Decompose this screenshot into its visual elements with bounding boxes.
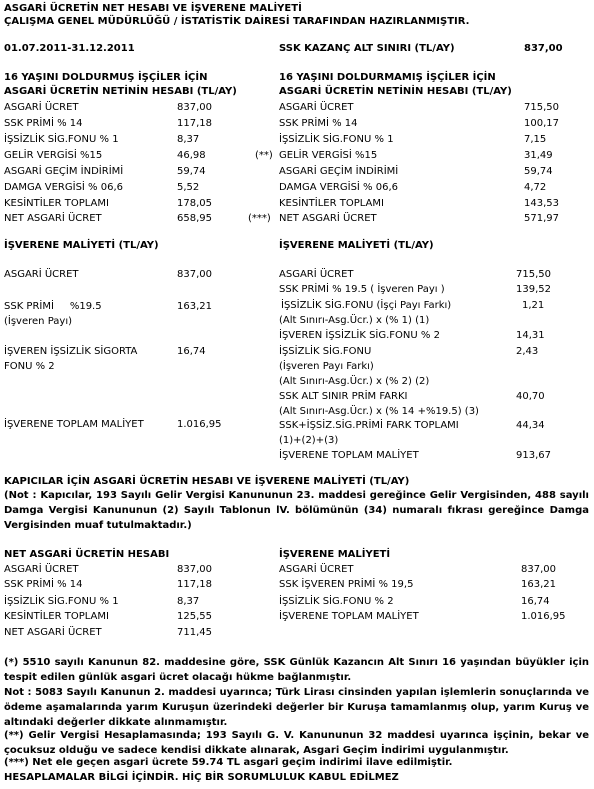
row-label: GELİR VERGİSİ %15: [4, 150, 103, 161]
row-formula: (1)+(2)+(3): [279, 435, 339, 446]
row-label: GELİR VERGİSİ %15: [279, 150, 378, 161]
row-label: ASGARİ ÜCRET: [279, 564, 354, 575]
row-formula: (Alt Sınırı-Asg.Ücr.) x (% 2) (2): [279, 376, 430, 387]
footnote-marker: (**): [255, 150, 273, 161]
row-formula: (Alt Sınırı-Asg.Ücr.) x (% 1) (1): [279, 315, 430, 326]
row-label: İŞSİZLİK SİG.FONU % 1: [4, 596, 119, 607]
row-value: 117,18: [177, 118, 212, 129]
ssk-floor-value: 837,00: [524, 43, 563, 54]
row-label: İŞVERENE TOPLAM MALİYET: [279, 450, 419, 461]
period-label: 01.07.2011-31.12.2011: [4, 43, 135, 54]
row-value: 125,55: [177, 611, 212, 622]
row-label: KESİNTİLER TOPLAMI: [4, 611, 109, 622]
net-over16-heading: 16 YAŞINI DOLDURMUŞ İŞÇİLER İÇİN: [4, 72, 208, 83]
row-value: 4,72: [524, 182, 547, 193]
row-sublabel: FONU % 2: [4, 361, 55, 372]
row-label: İŞSİZLİK SİG.FONU (İşçi Payı Farkı): [281, 300, 452, 311]
row-value: 715,50: [524, 102, 559, 113]
row-label: NET ASGARİ ÜCRET: [4, 627, 102, 638]
porters-heading: KAPICILAR İÇİN ASGARİ ÜCRETİN HESABI VE İŞVERENE MALİYETİ (TL/AY): [4, 476, 410, 487]
cost-left-heading: İŞVERENE MALİYETİ (TL/AY): [4, 240, 159, 251]
footnote-3: (**) Gelir Vergisi Hesaplamasında; 193 Sayılı G. V. Kanununun 32 maddesi uyarınca işçinin, bekar ve çocuksuz olduğu ve sadece kendisi dikkate alınarak, Asgari Geçim İndirimi uygulanmıştır.: [4, 730, 589, 756]
net-over16-subheading: ASGARİ ÜCRETİN NETİNİN HESABI (TL/AY): [4, 86, 237, 97]
row-label: KESİNTİLER TOPLAMI: [279, 198, 384, 209]
row-label: İŞSİZLİK SİG.FONU % 1: [4, 134, 119, 145]
row-value: 7,15: [524, 134, 547, 145]
row-label: İŞVERENE TOPLAM MALİYET: [279, 611, 419, 622]
row-value: 100,17: [524, 118, 559, 129]
row-label: NET ASGARİ ÜCRET: [279, 213, 377, 224]
row-value: 658,95: [177, 213, 212, 224]
row-label: İŞSİZLİK SİG.FONU: [279, 346, 372, 357]
row-label: SSK PRİMİ %19.5: [4, 301, 102, 312]
row-value: 1.016,95: [521, 611, 566, 622]
row-value: 837,00: [177, 269, 212, 280]
row-label: SSK ALT SINIR PRİM FARKI: [279, 391, 408, 402]
footnote-4: (***) Net ele geçen asgari ücrete 59.74 TL asgari geçim indirimi ilave edilmiştir.: [4, 757, 453, 768]
row-label: ASGARİ ÜCRET: [4, 269, 79, 280]
cost-right-heading: İŞVERENE MALİYETİ (TL/AY): [279, 240, 434, 251]
row-value: 59,74: [177, 166, 206, 177]
row-sublabel: (İşveren Payı Farkı): [279, 361, 374, 372]
row-value: 59,74: [524, 166, 553, 177]
row-label: DAMGA VERGİSİ % 06,6: [4, 182, 123, 193]
row-value: 163,21: [521, 579, 556, 590]
row-value: 837,00: [177, 564, 212, 575]
row-value: 40,70: [516, 391, 545, 402]
row-value: 14,31: [516, 330, 545, 341]
row-label: İŞSİZLİK SİG.FONU % 2: [279, 596, 394, 607]
row-value: 46,98: [177, 150, 206, 161]
net-under16-heading: 16 YAŞINI DOLDURMAMIŞ İŞÇİLER İÇİN: [279, 72, 496, 83]
porters-note: (Not : Kapıcılar, 193 Sayılı Gelir Vergisi Kanununun 23. maddesi gereğince Gelir Vergisinden, 488 sayılı Damga Vergisi Kanununun (2) Sayılı Tablonun lV. bölümünün (34) numaralı fıkrası gereğince Damga Vergisinden muaf tutulmaktadır.): [4, 490, 589, 531]
row-value: 31,49: [524, 150, 553, 161]
row-label: ASGARİ ÜCRET: [279, 102, 354, 113]
row-label: İŞVEREN İŞSİZLİK SİGORTA: [4, 346, 138, 357]
footnote-marker: (***): [248, 213, 271, 224]
row-value: 8,37: [177, 134, 200, 145]
row-label: ASGARİ GEÇİM İNDİRİMİ: [279, 166, 399, 177]
row-formula: (Alt Sınırı-Asg.Ücr.) x (% 14 +%19.5) (3): [279, 406, 479, 417]
row-label: ASGARİ ÜCRET: [279, 269, 354, 280]
row-value: 711,45: [177, 627, 212, 638]
row-label: ASGARİ ÜCRET: [4, 564, 79, 575]
row-label: SSK PRİMİ % 14: [4, 579, 83, 590]
row-value: 139,52: [516, 284, 551, 295]
row-value: 715,50: [516, 269, 551, 280]
page-subtitle: ÇALIŞMA GENEL MÜDÜRLÜĞÜ / İSTATİSTİK DAİRESİ TARAFINDAN HAZIRLANMIŞTIR.: [4, 16, 470, 27]
footnote-2: Not : 5083 Sayılı Kanunun 2. maddesi uyarınca; Türk Lirası cinsinden yapılan işlemlerin sonuçlarında ve ödeme aşamalarında yarım Kuruşun üzerindeki değerler bir Kuruşa tamamlanmış olup, yarım Kuruş ve altındaki değerler dikkate alınmamıştır.: [4, 687, 589, 728]
row-label: SSK PRİMİ % 14: [4, 118, 83, 129]
row-label: DAMGA VERGİSİ % 06,6: [279, 182, 398, 193]
footnote-1: (*) 5510 sayılı Kanunun 82. maddesine göre, SSK Günlük Kazancın Alt Sınırı 16 yaşından büyükler için tespit edilen günlük asgari ücret olacağı hükme bağlanmıştır.: [4, 657, 589, 683]
row-label: İŞVEREN İŞSİZLİK SİG.FONU % 2: [279, 330, 440, 341]
row-value: 8,37: [177, 596, 200, 607]
row-value: 44,34: [516, 420, 545, 431]
row-value: 837,00: [177, 102, 212, 113]
ssk-floor-label: SSK KAZANÇ ALT SINIRI (TL/AY): [279, 43, 455, 54]
row-value: 16,74: [521, 596, 550, 607]
row-value: 143,53: [524, 198, 559, 209]
row-value: 163,21: [177, 301, 212, 312]
row-label: İŞSİZLİK SİG.FONU % 1: [279, 134, 394, 145]
row-value: 837,00: [521, 564, 556, 575]
row-value: 913,67: [516, 450, 551, 461]
disclaimer: HESAPLAMALAR BİLGİ İÇİNDİR. HİÇ BİR SORUMLULUK KABUL EDİLMEZ: [4, 772, 399, 783]
row-label: ASGARİ GEÇİM İNDİRİMİ: [4, 166, 124, 177]
porters-cost-heading: İŞVERENE MALİYETİ: [279, 549, 391, 560]
row-label: KESİNTİLER TOPLAMI: [4, 198, 109, 209]
row-label: SSK İŞVEREN PRİMİ % 19,5: [279, 579, 414, 590]
row-value: 1.016,95: [177, 419, 222, 430]
row-label: İŞVERENE TOPLAM MALİYET: [4, 419, 144, 430]
row-value: 117,18: [177, 579, 212, 590]
row-sublabel: (İşveren Payı): [4, 316, 72, 327]
row-value: 178,05: [177, 198, 212, 209]
net-under16-subheading: ASGARİ ÜCRETİN NETİNİN HESABI (TL/AY): [279, 86, 512, 97]
porters-net-heading: NET ASGARİ ÜCRETİN HESABI: [4, 549, 170, 560]
row-label: SSK PRİMİ % 19.5 ( İşveren Payı ): [279, 284, 445, 295]
row-value: 16,74: [177, 346, 206, 357]
page-title: ASGARİ ÜCRETİN NET HESABI VE İŞVERENE MALİYETİ: [4, 3, 302, 14]
row-label: SSK PRİMİ % 14: [279, 118, 358, 129]
row-value: 2,43: [516, 346, 539, 357]
row-value: 1,21: [522, 300, 545, 311]
row-label: ASGARİ ÜCRET: [4, 102, 79, 113]
row-value: 5,52: [177, 182, 200, 193]
row-label: SSK+İŞSİZ.SİG.PRİMİ FARK TOPLAMI: [279, 420, 459, 431]
row-label: NET ASGARİ ÜCRET: [4, 213, 102, 224]
row-value: 571,97: [524, 213, 559, 224]
